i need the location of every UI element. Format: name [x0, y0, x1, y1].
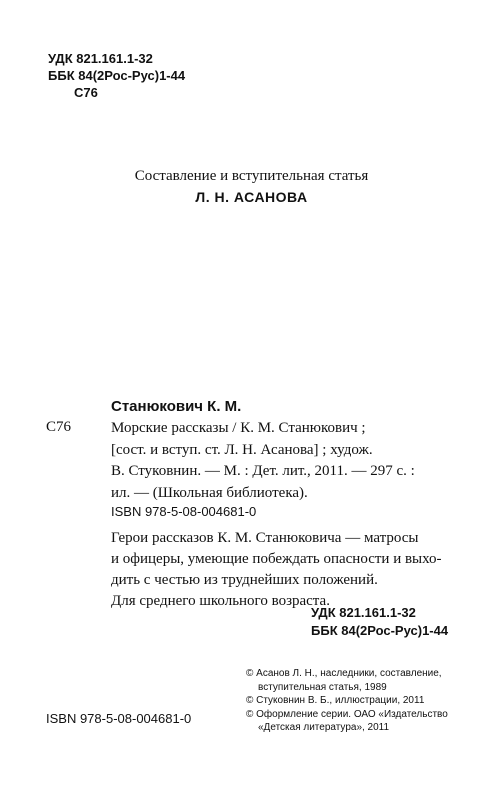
bbk-code: ББК 84(2Рос-Рус)1-44	[48, 68, 186, 83]
annotation	[111, 528, 465, 612]
compiler-line: Составление и вступительная статья	[134, 168, 369, 184]
bottom-isbn: ISBN 978-5-08-004681-0	[46, 711, 192, 726]
biblio-line: В. Стуковнин. — М. : Дет. лит., 2011. — 297 с. :	[111, 463, 415, 479]
catalog-author-mark: С76	[46, 419, 72, 435]
bibliographic-description	[111, 418, 463, 504]
copyright-block	[246, 667, 448, 735]
biblio-line: ил. — (Школьная библиотека).	[111, 484, 308, 501]
catalog-isbn: ISBN 978-5-08-004681-0	[111, 504, 257, 519]
annotation-line: дить с честью из труднейших положений.	[111, 572, 378, 588]
copyright-line: вступительная статья, 1989	[258, 681, 387, 693]
compiler-name: Л. Н. АСАНОВА	[195, 189, 308, 205]
copyright-line: «Детская литература», 2011	[258, 722, 390, 733]
biblio-line: [сост. и вступ. ст. Л. Н. Асанова] ; худож.	[111, 441, 373, 458]
copyright-line: © Стуковнин В. Б., иллюстрации, 2011	[246, 695, 425, 706]
author-mark: С76	[74, 85, 98, 100]
copyright-line: © Асанов Л. Н., наследники, составление,	[246, 668, 442, 679]
biblio-line: Морские рассказы / К. М. Станюкович ;	[111, 420, 366, 436]
copyright-line: © Оформление серии. ОАО «Издательство	[246, 708, 448, 720]
udk-code: УДК 821.161.1-32	[48, 51, 153, 66]
annotation-line: и офицеры, умеющие побеждать опасности и выхо-	[111, 551, 442, 567]
udk-code: УДК 821.161.1-32	[311, 605, 416, 620]
top-classification-codes	[48, 50, 185, 101]
catalog-author: Станюкович К. М.	[111, 398, 242, 415]
annotation-line: Для среднего школьного возраста.	[111, 593, 330, 609]
bottom-classification-codes	[311, 604, 448, 640]
bbk-code: ББК 84(2Рос-Рус)1-44	[311, 623, 449, 638]
compiler-credit	[0, 166, 503, 208]
annotation-line: Герои рассказов К. М. Станюковича — матросы	[111, 530, 419, 546]
